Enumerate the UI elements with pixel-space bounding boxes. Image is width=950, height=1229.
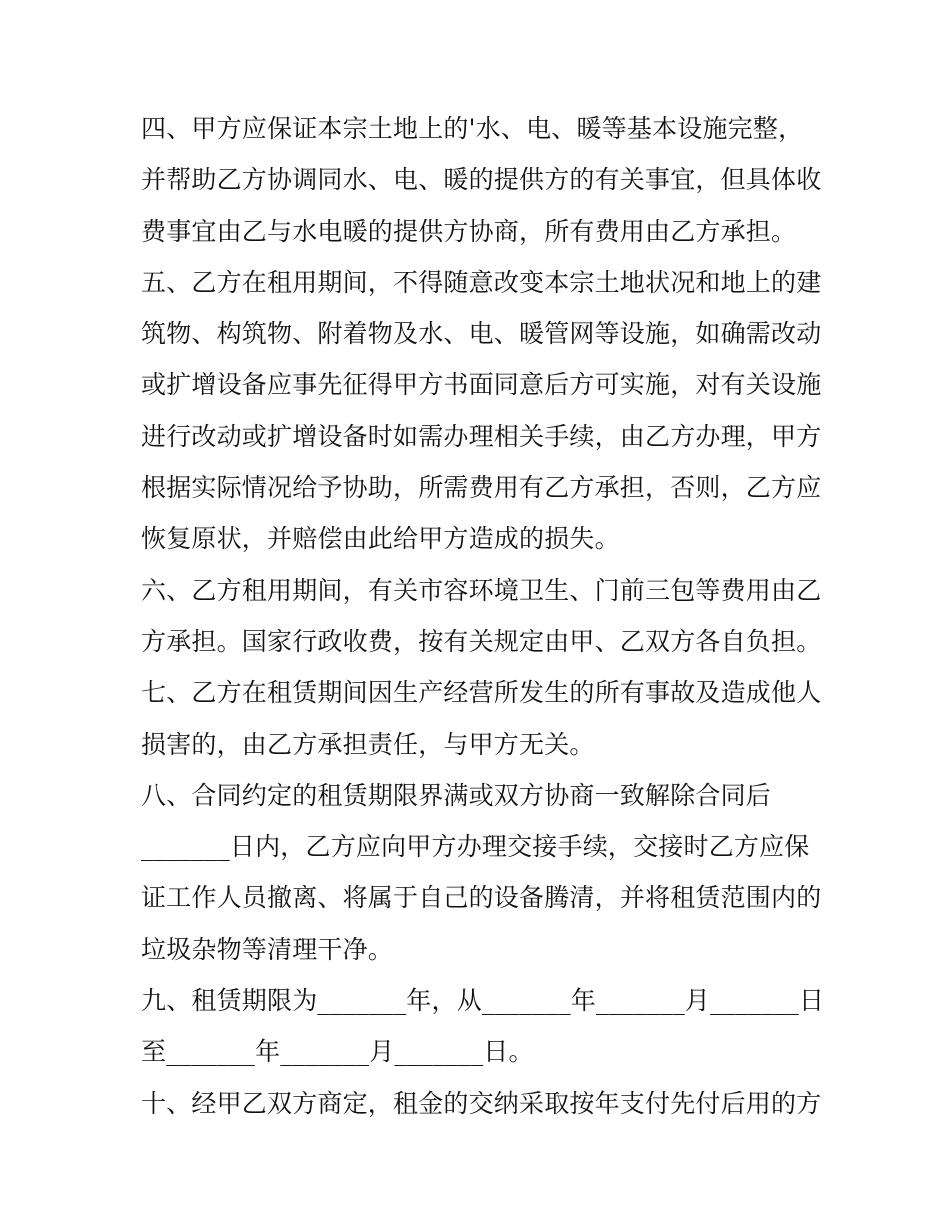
document-body — [141, 103, 825, 1129]
text-line: 四、甲方应保证本宗土地上的'水、电、暖等基本设施完整， — [141, 114, 804, 143]
text-line: 六、乙方租用期间，有关市容环境卫生、门前三包等费用由乙 — [141, 575, 822, 605]
text-line: 垃圾杂物等清理干净。 — [141, 934, 394, 964]
text-line: 根据实际情况给予协助，所需费用有乙方承担，否则，乙方应 — [141, 473, 822, 503]
text-line: 五、乙方在租用期间，不得随意改变本宗土地状况和地上的建 — [141, 267, 822, 297]
text-line: 至_______年_______月_______日。 — [141, 1037, 534, 1067]
text-line: _______日内，乙方应向甲方办理交接手续，交接时乙方应保 — [141, 832, 810, 862]
text-line: 费事宜由乙与水电暖的提供方协商，所有费用由乙方承担。 — [141, 216, 797, 246]
text-line: 损害的，由乙方承担责任，与甲方无关。 — [141, 729, 595, 759]
text-line: 八、合同约定的租赁期限界满或双方协商一致解除合同后 — [141, 780, 772, 810]
text-line: 恢复原状，并赔偿由此给甲方造成的损失。 — [141, 524, 620, 554]
text-line: 十、经甲乙双方商定，租金的交纳采取按年支付先付后用的方 — [141, 1088, 822, 1118]
text-line: 或扩增设备应事先征得甲方书面同意后方可实施，对有关设施 — [141, 370, 822, 400]
text-line: 并帮助乙方协调同水、电、暖的提供方的有关事宜，但具体收 — [141, 165, 822, 195]
text-line: 筑物、构筑物、附着物及水、电、暖管网等设施，如确需改动 — [141, 319, 822, 349]
text-line: 进行改动或扩增设备时如需办理相关手续，由乙方办理，甲方 — [141, 421, 822, 451]
text-line: 方承担。国家行政收费，按有关规定由甲、乙双方各自负担。 — [141, 626, 822, 656]
text-line: 九、租赁期限为_______年，从_______年_______月_______日 — [141, 986, 825, 1016]
text-line: 七、乙方在租赁期间因生产经营所发生的所有事故及造成他人 — [141, 678, 822, 708]
text-line: 证工作人员撤离、将属于自己的设备腾清，并将租赁范围内的 — [141, 883, 822, 913]
